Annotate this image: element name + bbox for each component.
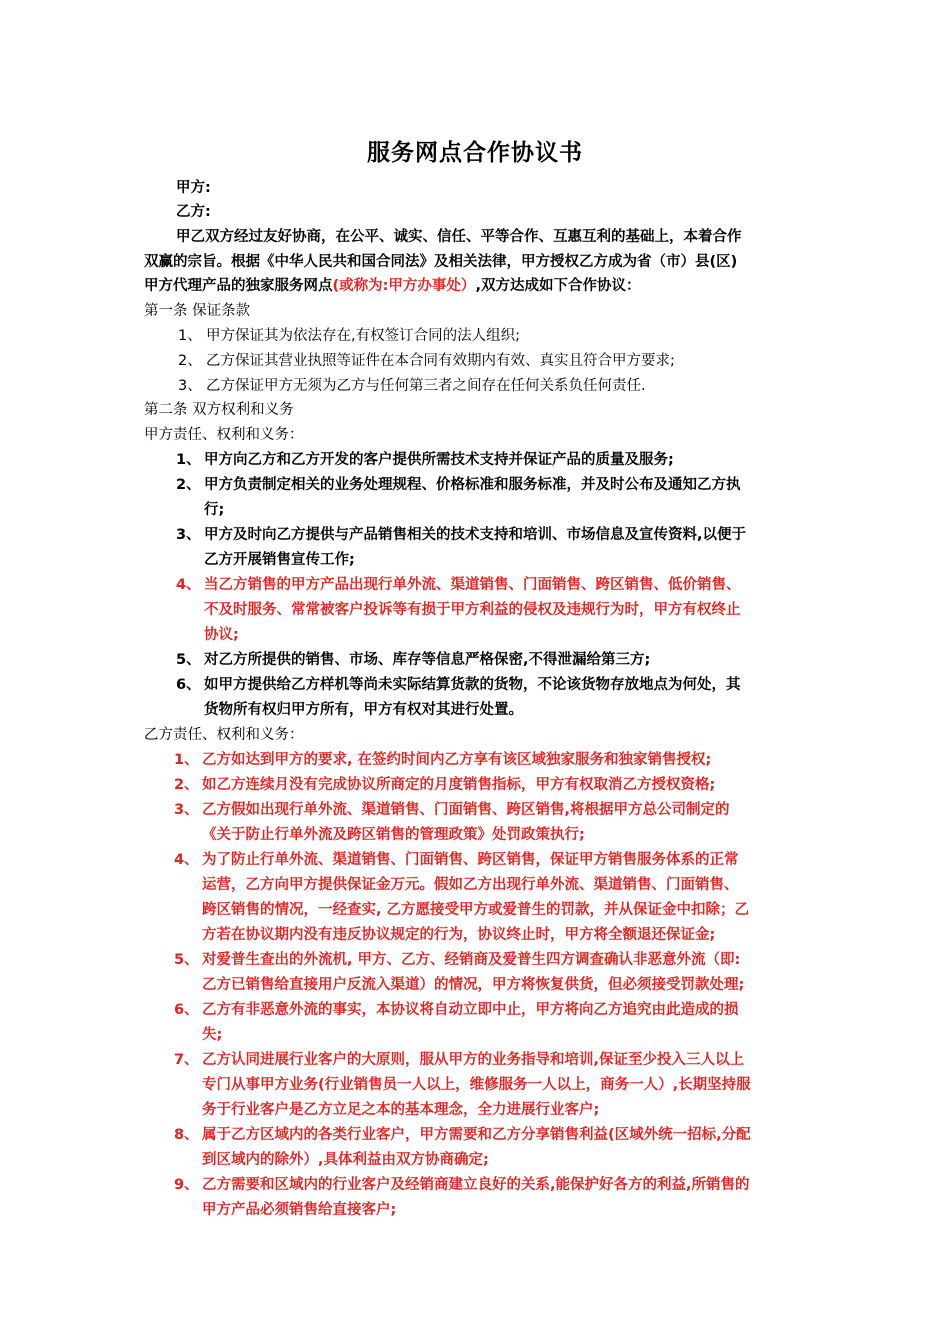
party-b-item-line: 运营，乙方向甲方提供保证金万元。假如乙方出现行单外流、渠道销售、门面销售、	[202, 877, 739, 893]
article-1-item-number: 2、	[178, 353, 202, 369]
party-b-item-line: 失;	[202, 1027, 223, 1043]
intro-line-3-pre: 甲方代理产品的独家服务网点	[144, 278, 333, 294]
intro-line-3	[144, 276, 640, 296]
party-a-item-line: 当乙方销售的甲方产品出现行单外流、渠道销售、门面销售、跨区销售、低价销售、	[204, 577, 741, 593]
party-b-item-line: 乙方已销售给直接用户反流入渠道）的情况，甲方将恢复供货，但必须接受罚款处理;	[202, 977, 745, 993]
party-b-item-number: 6、	[174, 1002, 199, 1018]
party-a-item-line: 对乙方所提供的销售、市场、库存等信息严格保密,不得泄漏给第三方;	[204, 652, 651, 668]
party-b-item-line: 乙方假如出现行单外流、渠道销售、门面销售、跨区销售,将根据甲方总公司制定的	[202, 802, 730, 818]
article-2-heading: 第二条 双方权利和义务	[144, 402, 294, 418]
party-b-item-number: 5、	[174, 952, 199, 968]
party-a-item-number: 5、	[176, 652, 201, 668]
intro-line-1: 甲乙双方经过友好协商，在公平、诚实、信任、平等合作、互惠互利的基础上，本着合作	[176, 229, 742, 245]
party-b-item-line: 如乙方连续月没有完成协议所商定的月度销售指标，甲方有权取消乙方授权资格;	[202, 777, 716, 793]
party-a-item-number: 3、	[176, 527, 201, 543]
party-a-item-line: 不及时服务、常常被客户投诉等有损于甲方利益的侵权及违规行为时，甲方有权终止	[204, 602, 741, 618]
party-a-item-line: 如甲方提供给乙方样机等尚未实际结算货款的货物，不论该货物存放地点为何处，其	[204, 677, 741, 693]
intro-line-2: 双赢的宗旨。根据《中华人民共和国合同法》及相关法律，甲方授权乙方成为省（市）县(区)	[144, 254, 738, 270]
party-b-item-line: 乙方需要和区域内的行业客户及经销商建立良好的关系,能保护好各方的利益,所销售的	[202, 1177, 750, 1193]
party-b-item-number: 3、	[174, 802, 199, 818]
party-b-item-line: 跨区销售的情况，一经查实, 乙方愿接受甲方或爱普生的罚款，并从保证金中扣除；乙	[202, 902, 750, 918]
article-1-item-number: 3、	[178, 378, 202, 394]
party-b-item-line: 方若在协议期内没有违反协议规定的行为，协议终止时，甲方将全额退还保证金;	[202, 927, 716, 943]
party-b-item-line: 乙方如达到甲方的要求, 在签约时间内乙方享有该区域独家服务和独家销售授权;	[202, 752, 712, 768]
party-b-duties-heading: 乙方责任、权利和义务：	[144, 727, 304, 743]
party-b-item-line: 《关于防止行单外流及跨区销售的管理政策》处罚政策执行;	[202, 827, 585, 843]
party-a-item-line: 甲方向乙方和乙方开发的客户提供所需技术支持并保证产品的质量及服务;	[204, 452, 674, 468]
party-b-item-number: 4、	[174, 852, 199, 868]
party-a-item-line: 甲方及时向乙方提供与产品销售相关的技术支持和培训、市场信息及宣传资料,以便于	[204, 527, 747, 543]
party-a-item-line: 行;	[204, 502, 225, 518]
party-b-item-number: 7、	[174, 1052, 199, 1068]
party-a-item-line: 乙方开展销售宣传工作;	[204, 552, 355, 568]
intro-line-3-post: ,双方达成如下合作协议：	[475, 278, 641, 294]
party-b-item-line: 乙方有非恶意外流的事实，本协议将自动立即中止，甲方将向乙方追究由此造成的损	[202, 1002, 739, 1018]
party-b-item-line: 对爱普生查出的外流机, 甲方、乙方、经销商及爱普生四方调查确认非恶意外流（即:	[202, 952, 741, 968]
document-title: 服务网点合作协议书	[367, 140, 583, 166]
party-b-item-line: 属于乙方区域内的各类行业客户，甲方需要和乙方分享销售利益(区域外统一招标,分配	[202, 1127, 751, 1143]
party-a-item-line: 货物所有权归甲方所有，甲方有权对其进行处置。	[204, 702, 523, 718]
party-a-item-number: 1、	[176, 452, 201, 468]
party-b-item-number: 2、	[174, 777, 199, 793]
article-1-item-number: 1、	[178, 328, 202, 344]
party-b-item-line: 务于行业客户是乙方立足之本的基本理念，全力进展行业客户;	[202, 1102, 600, 1118]
party-a-item-line: 协议;	[204, 627, 239, 643]
party-a-duties-heading: 甲方责任、权利和义务：	[144, 427, 304, 443]
party-b-item-line: 专门从事甲方业务(行业销售员一人以上，维修服务一人以上，商务一人）,长期坚持服	[202, 1077, 751, 1093]
party-b-item-number: 1、	[174, 752, 199, 768]
party-b-item-number: 9、	[174, 1177, 199, 1193]
party-a-item-number: 4、	[176, 577, 201, 593]
party-a-item-number: 2、	[176, 477, 201, 493]
party-b-item-line: 甲方产品必须销售给直接客户;	[202, 1202, 397, 1218]
article-1-heading: 第一条 保证条款	[144, 303, 251, 319]
article-1-item-text: 乙方保证其营业执照等证件在本合同有效期内有效、真实且符合甲方要求;	[206, 353, 675, 369]
article-1-item-text: 乙方保证甲方无须为乙方与任何第三者之间存在任何关系负任何责任.	[206, 378, 646, 394]
party-b-item-line: 到区域内的除外）,具体利益由双方协商确定;	[202, 1152, 489, 1168]
party-b-label: 乙方:	[176, 204, 211, 220]
party-a-label: 甲方:	[176, 180, 211, 196]
party-b-item-number: 8、	[174, 1127, 199, 1143]
intro-office-note: (或称为:甲方办事处）	[332, 278, 476, 294]
party-b-item-line: 为了防止行单外流、渠道销售、门面销售、跨区销售，保证甲方销售服务体系的正常	[202, 852, 739, 868]
party-a-item-line: 甲方负责制定相关的业务处理规程、价格标准和服务标准，并及时公布及通知乙方执	[204, 477, 741, 493]
party-b-item-line: 乙方认同进展行业客户的大原则，服从甲方的业务指导和培训,保证至少投入三人以上	[202, 1052, 745, 1068]
party-a-item-number: 6、	[176, 677, 201, 693]
article-1-item-text: 甲方保证其为依法存在,有权签订合同的法人组织;	[206, 328, 520, 344]
